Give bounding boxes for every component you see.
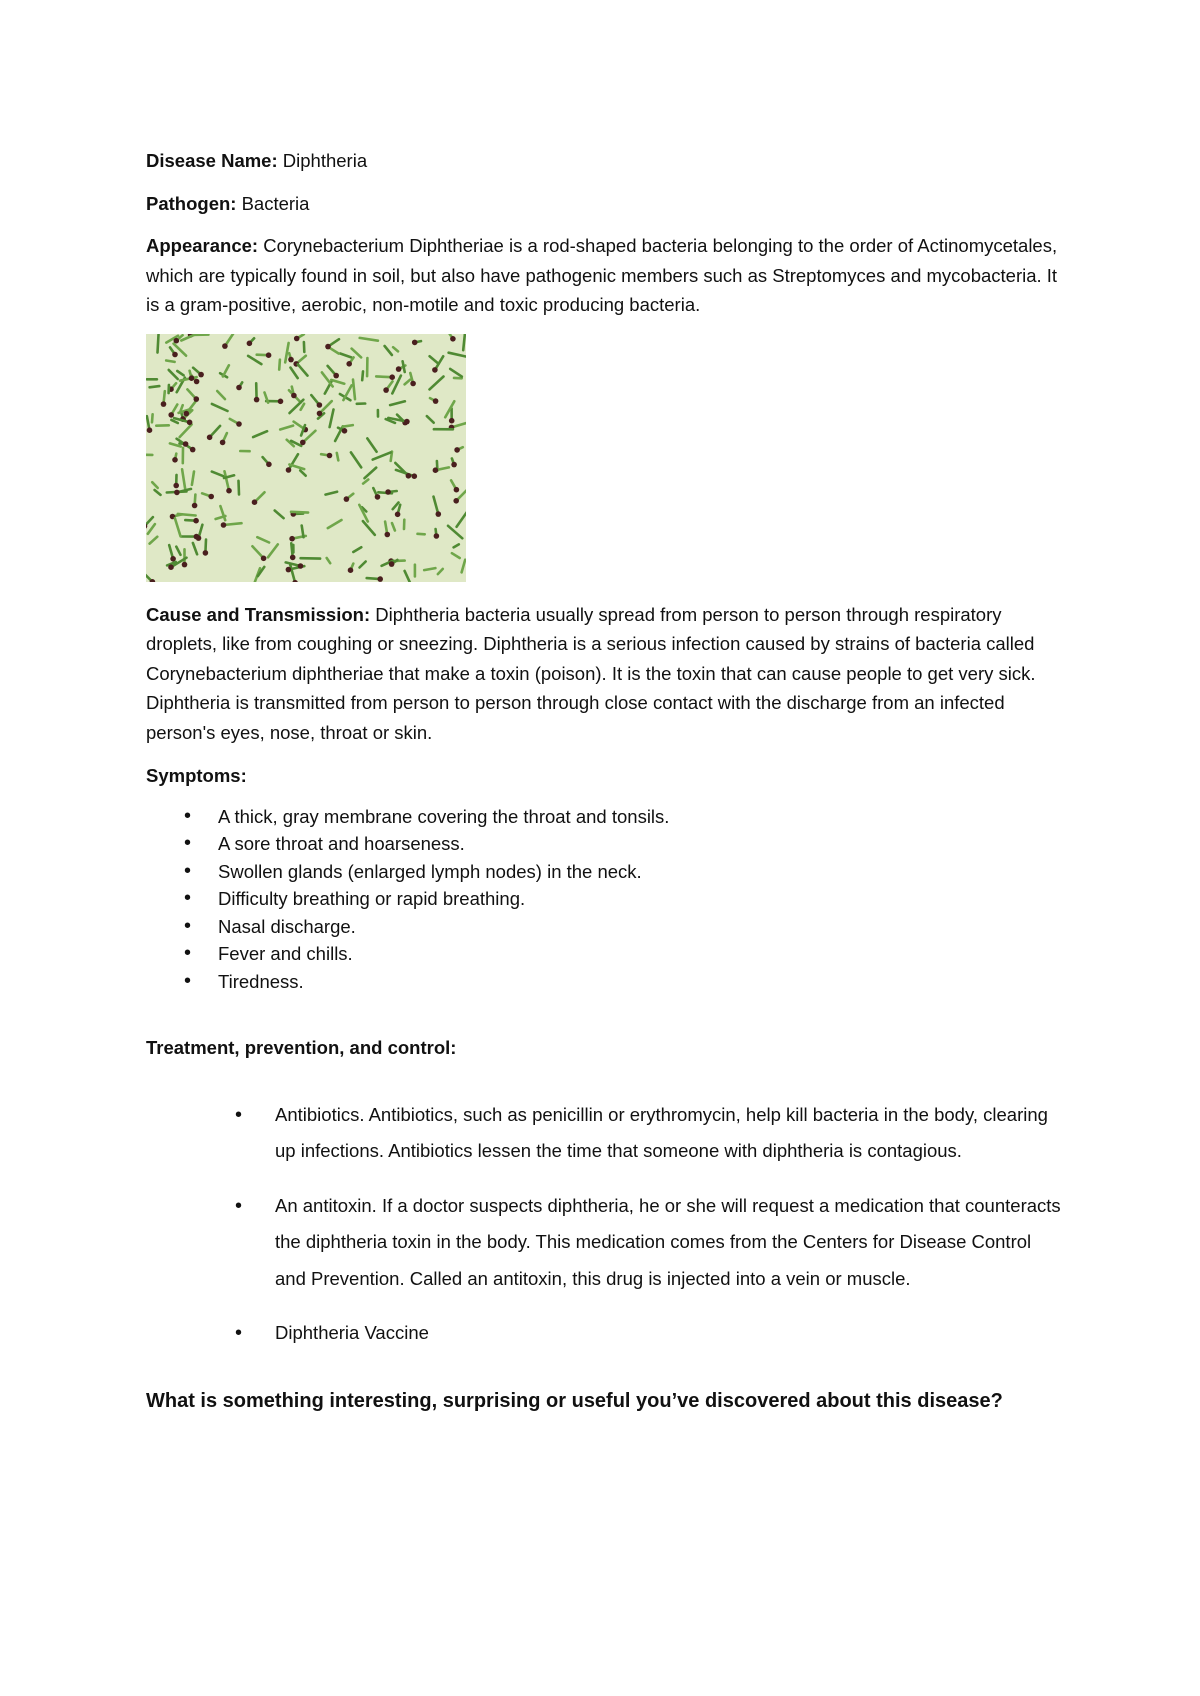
list-item: • Antibiotics. Antibiotics, such as penicillin or erythromycin, help kill bacteria in the body, clearing up infections. Antibiotics lessen the time that someone with diphtheria is contagious.: [146, 1097, 1066, 1170]
document-body: [146, 146, 1066, 1416]
disease-name-label: Disease Name:: [146, 150, 278, 171]
cause-text: Diphtheria bacteria usually spread from person to person through respiratory droplets, like from coughing or sneezing. Diphtheria is a serious infection caused by strains of bacteria called Corynebacterium diphtheriae that make a toxin (poison). It is the toxin that can cause people to get very sick. Diphtheria is transmitted from person to person through close contact with the discharge from an infected person's eyes, nose, throat or skin.: [146, 603, 1036, 743]
list-item: • A thick, gray membrane covering the throat and tonsils.: [146, 803, 1066, 831]
list-item: • Fever and chills.: [146, 940, 1066, 968]
list-item: • An antitoxin. If a doctor suspects diphtheria, he or she will request a medication that counteracts the diphtheria toxin in the body. This medication comes from the Centers for Disease Control and Prevention. Called an antitoxin, this drug is injected into a vein or muscle.: [146, 1188, 1066, 1298]
appearance-label: Appearance:: [146, 235, 259, 256]
list-item: • Diphtheria Vaccine: [146, 1315, 1066, 1352]
treatment-list: [146, 1097, 1066, 1352]
appearance-field: [146, 231, 1066, 320]
disease-name-value: Diphtheria: [282, 150, 368, 171]
discovery-question: What is something interesting, surprising or useful you’ve discovered about this disease?: [146, 1389, 1003, 1412]
pathogen-value: Bacteria: [241, 192, 310, 214]
list-item: • Nasal discharge.: [146, 913, 1066, 941]
disease-name-field: [146, 146, 1066, 176]
list-item: • Difficulty breathing or rapid breathing.: [146, 885, 1066, 913]
bacteria-micrograph-image: [146, 334, 466, 582]
symptoms-heading: Symptoms:: [146, 765, 247, 786]
list-item: • Swollen glands (enlarged lymph nodes) in the neck.: [146, 858, 1066, 886]
appearance-text: Corynebacterium Diphtheriae is a rod-shaped bacteria belonging to the order of Actinomycetales, which are typically found in soil, but also have pathogenic members such as Streptomyces and mycobacteria. It is a gram-positive, aerobic, non-motile and toxic producing bacteria.: [146, 235, 1058, 315]
list-item: • Tiredness.: [146, 968, 1066, 996]
treatment-heading: Treatment, prevention, and control:: [146, 1037, 457, 1058]
pathogen-field: [146, 189, 1066, 219]
pathogen-label: Pathogen:: [146, 192, 237, 214]
cause-label: Cause and Transmission:: [146, 603, 371, 625]
list-item: • A sore throat and hoarseness.: [146, 830, 1066, 858]
symptoms-list: [146, 803, 1066, 996]
cause-field: [146, 600, 1066, 748]
